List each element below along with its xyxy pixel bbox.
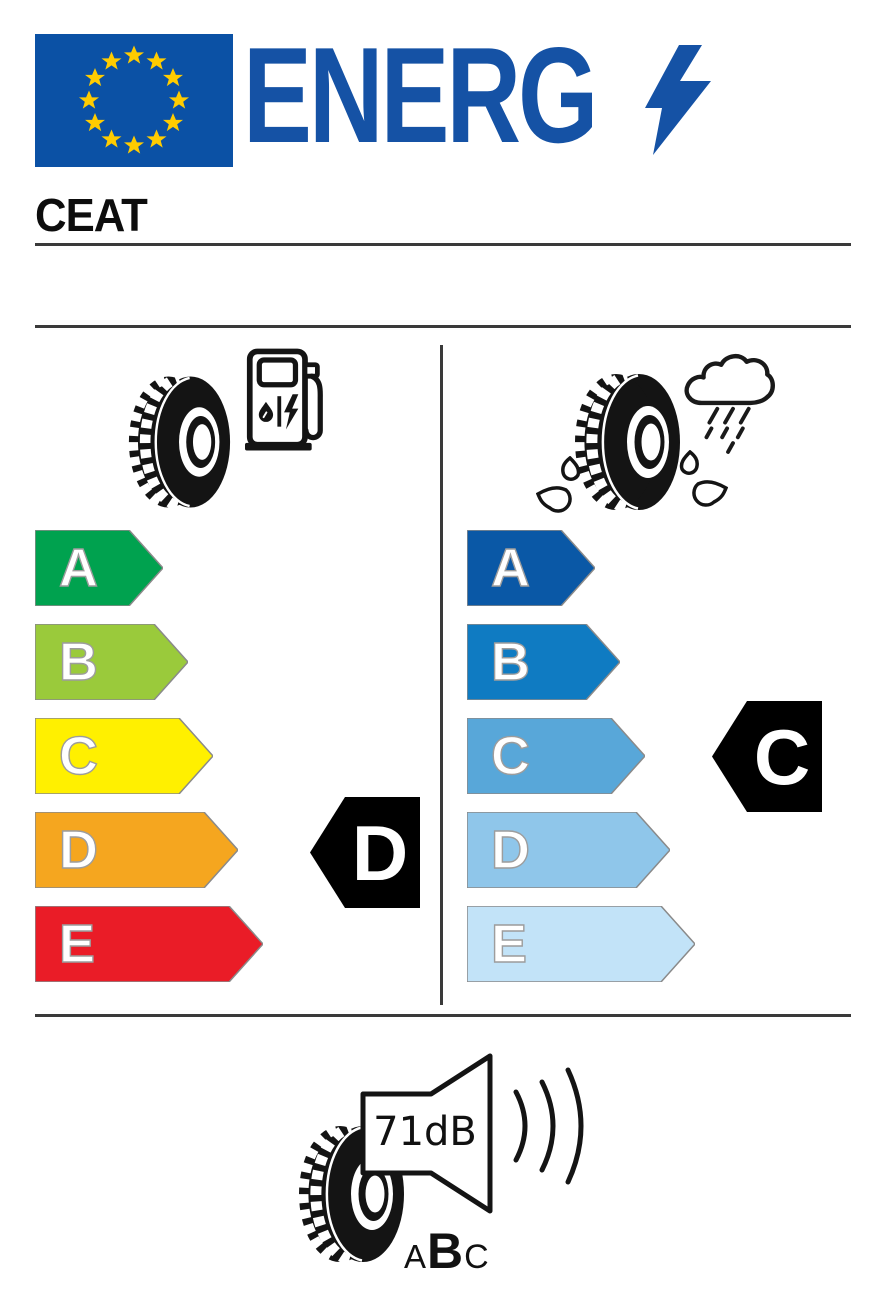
eu-flag-icon [35,34,233,167]
grade-label: E [59,914,96,974]
divider-line-vertical [440,345,443,1005]
noise-level-value: 71dB [373,1109,477,1155]
grade-label: D [491,820,530,880]
fuel-scale-bar-a [35,530,163,606]
grade-label: B [491,632,530,692]
water-splash-icon [678,450,728,516]
rain-cloud-icon [682,346,780,454]
wet-rating-value: C [753,712,811,801]
fuel-scale-bar-c [35,718,213,794]
fuel-rating-value: D [351,808,409,897]
divider-line-upper [35,325,851,328]
grade-label: E [491,914,528,974]
grade-label: C [491,726,530,786]
energy-logo-text: ENERG [243,19,596,171]
noise-class-c: C [464,1238,490,1276]
wet-scale-bar-a [467,530,595,606]
wet-scale-bar-d [467,812,670,888]
divider-line-top [35,243,851,246]
divider-line-lower [35,1014,851,1017]
grade-label: B [59,632,98,692]
noise-class-scale [404,1222,490,1280]
noise-class-b-selected: B [427,1223,465,1279]
fuel-scale-bar-d [35,812,238,888]
brand-name: CEAT [35,189,147,241]
grade-label: A [59,538,98,598]
wet-rating-indicator [712,700,822,813]
wet-scale-bar-c [467,718,645,794]
fuel-scale-bar-b [35,624,188,700]
lightning-bolt-icon [645,45,711,155]
wet-scale-bar-e [467,906,695,982]
fuel-rating-indicator [310,796,420,909]
fuel-scale-bar-e [35,906,263,982]
wet-scale-bar-b [467,624,620,700]
tire-icon [126,374,232,510]
sound-waves-icon [506,1058,590,1194]
grade-label: C [59,726,98,786]
noise-class-a: A [404,1238,428,1275]
water-splash-icon [536,456,584,518]
grade-label: A [491,538,530,598]
tire-icon [572,372,682,512]
grade-label: D [59,820,98,880]
fuel-pump-icon [245,348,325,452]
